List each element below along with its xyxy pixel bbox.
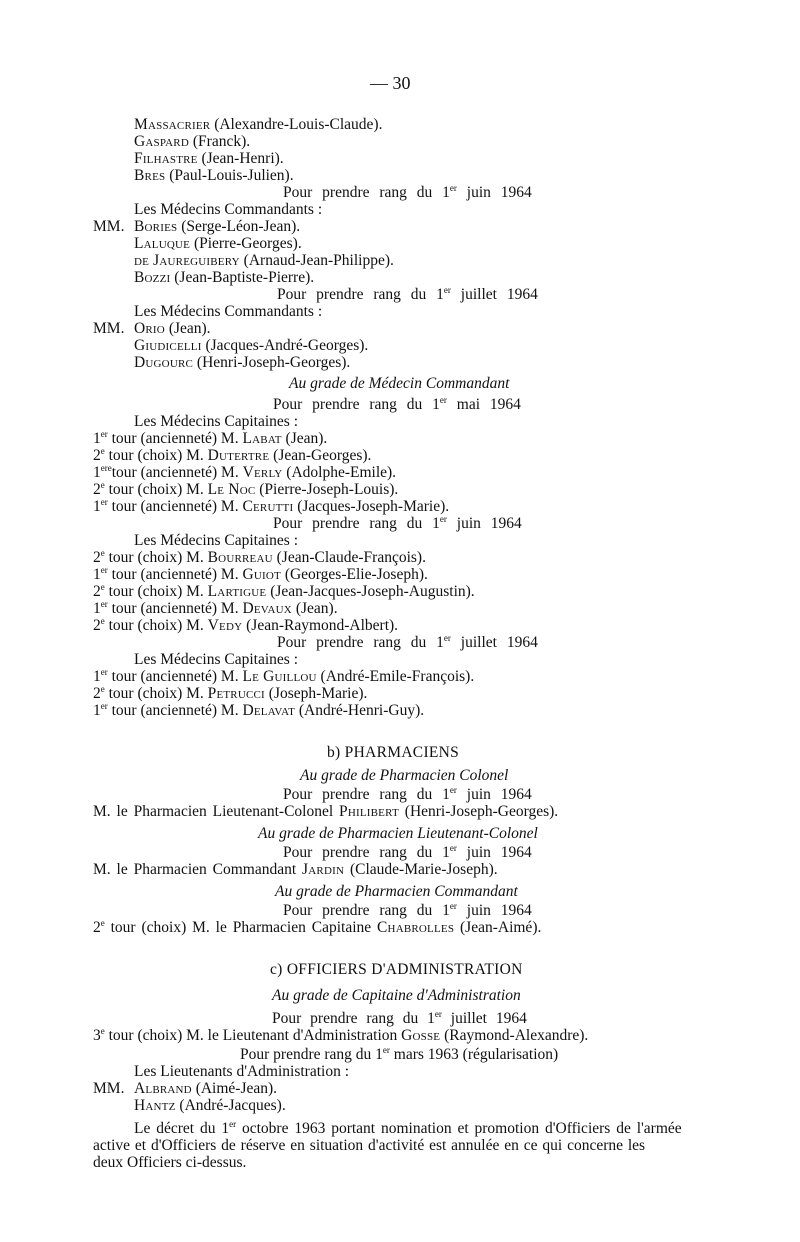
mm-label: MM. <box>93 1080 125 1097</box>
list-item: 2e tour (choix) M. Bourreau (Jean-Claude-François). <box>93 548 426 566</box>
list-item: Bories (Serge-Léon-Jean). <box>134 218 301 235</box>
officer-given-names: (Jean-Henri). <box>201 150 284 167</box>
grade-heading: Au grade de Capitaine d'Administration <box>272 987 521 1004</box>
mm-label: MM. <box>93 218 125 235</box>
list-item: 1er tour (ancienneté) M. Guiot (Georges-Elie-Joseph). <box>93 565 428 583</box>
group-heading: Les Médecins Capitaines : <box>134 413 298 430</box>
section-heading-pharmaciens: b) PHARMACIENS <box>327 744 460 761</box>
closing-paragraph-line: Le décret du 1er octobre 1963 portant nomination et promotion d'Officiers de l'armée <box>134 1119 682 1137</box>
list-item: Orio (Jean). <box>134 320 211 337</box>
list-item: 1er tour (ancienneté) M. Devaux (Jean). <box>93 599 338 617</box>
rank-date: Pour prendre rang du 1er juin 1964 <box>283 183 532 201</box>
officer-name: Filhastre <box>134 150 198 167</box>
list-item: 2e tour (choix) M. Lartigue (Jean-Jacques-Joseph-Augustin). <box>93 582 475 600</box>
officer-given-names: (Paul-Louis-Julien). <box>169 167 294 184</box>
officer-name: Bres <box>134 167 166 184</box>
list-item <box>134 116 382 133</box>
group-heading: Les Lieutenants d'Administration : <box>134 1063 350 1080</box>
list-item: 2e tour (choix) M. Dutertre (Jean-Georges). <box>93 446 372 464</box>
closing-paragraph-line: active et d'Officiers de réserve en situation d'activité est annulée en ce qui concerne les <box>93 1137 646 1154</box>
grade-heading: Au grade de Pharmacien Commandant <box>275 883 518 900</box>
group-heading: Les Médecins Capitaines : <box>134 532 298 549</box>
grade-heading: Au grade de Pharmacien Lieutenant-Colonel <box>258 825 538 842</box>
list-item: 1er tour (ancienneté) M. Cerutti (Jacques-Joseph-Marie). <box>93 497 450 515</box>
rank-date: Pour prendre rang du 1er juin 1964 <box>283 843 532 861</box>
list-item: Bozzi (Jean-Baptiste-Pierre). <box>134 269 315 286</box>
closing-paragraph-line: deux Officiers ci-dessus. <box>93 1154 247 1171</box>
list-item: 1er tour (ancienneté) M. Le Guillou (André-Emile-François). <box>93 667 475 685</box>
list-item <box>134 133 250 150</box>
section-heading-administration: c) OFFICIERS D'ADMINISTRATION <box>270 961 523 978</box>
officer-given-names: (Alexandre-Louis-Claude). <box>214 116 383 133</box>
list-item: de Jaureguibery (Arnaud-Jean-Philippe). <box>134 252 394 269</box>
page-number: — 30 <box>370 73 411 93</box>
list-item: Giudicelli (Jacques-André-Georges). <box>134 337 369 354</box>
list-item: 2e tour (choix) M. Petrucci (Joseph-Marie). <box>93 684 368 702</box>
list-item: 2e tour (choix) M. Vedy (Jean-Raymond-Albert). <box>93 616 399 634</box>
list-item: 1er tour (ancienneté) M. Delavat (André-Henri-Guy). <box>93 701 425 719</box>
grade-heading: Au grade de Médecin Commandant <box>289 375 510 392</box>
list-item: 1eretour (ancienneté) M. Verly (Adolphe-Emile). <box>93 463 397 481</box>
group-heading: Les Médecins Commandants : <box>134 201 323 218</box>
group-heading: Les Médecins Capitaines : <box>134 651 298 668</box>
list-item: M. le Pharmacien Commandant Jardin (Claude-Marie-Joseph). <box>93 861 498 878</box>
list-item <box>134 150 284 167</box>
rank-date: Pour prendre rang du 1er juillet 1964 <box>277 285 538 303</box>
rank-date: Pour prendre rang du 1er mai 1964 <box>273 395 521 413</box>
list-item: Laluque (Pierre-Georges). <box>134 235 302 252</box>
list-item: Albrand (Aimé-Jean). <box>134 1080 278 1097</box>
officer-name: Massacrier <box>134 116 211 133</box>
list-item: M. le Pharmacien Lieutenant-Colonel Philibert (Henri-Joseph-Georges). <box>93 803 559 820</box>
list-item: 2e tour (choix) M. le Pharmacien Capitaine Chabrolles (Jean-Aimé). <box>93 918 542 936</box>
rank-date: Pour prendre rang du 1er juillet 1964 <box>277 633 538 651</box>
list-item: 3e tour (choix) M. le Lieutenant d'Administration Gosse (Raymond-Alexandre). <box>93 1026 589 1044</box>
rank-date: Pour prendre rang du 1er juin 1964 <box>283 785 532 803</box>
officer-given-names: (Franck). <box>192 133 251 150</box>
list-item: Hantz (André-Jacques). <box>134 1097 286 1114</box>
rank-date: Pour prendre rang du 1er mars 1963 (régularisation) <box>240 1045 559 1063</box>
list-item: 2e tour (choix) M. Le Noc (Pierre-Joseph-Louis). <box>93 480 399 498</box>
rank-date: Pour prendre rang du 1er juin 1964 <box>283 901 532 919</box>
list-item: Dugourc (Henri-Joseph-Georges). <box>134 354 351 371</box>
grade-heading: Au grade de Pharmacien Colonel <box>300 767 509 784</box>
list-item: 1er tour (ancienneté) M. Labat (Jean). <box>93 429 328 447</box>
mm-label: MM. <box>93 320 125 337</box>
officer-name: Gaspard <box>134 133 189 150</box>
list-item <box>134 167 294 184</box>
rank-date: Pour prendre rang du 1er juin 1964 <box>273 514 522 532</box>
rank-date: Pour prendre rang du 1er juillet 1964 <box>272 1009 527 1027</box>
group-heading: Les Médecins Commandants : <box>134 303 323 320</box>
